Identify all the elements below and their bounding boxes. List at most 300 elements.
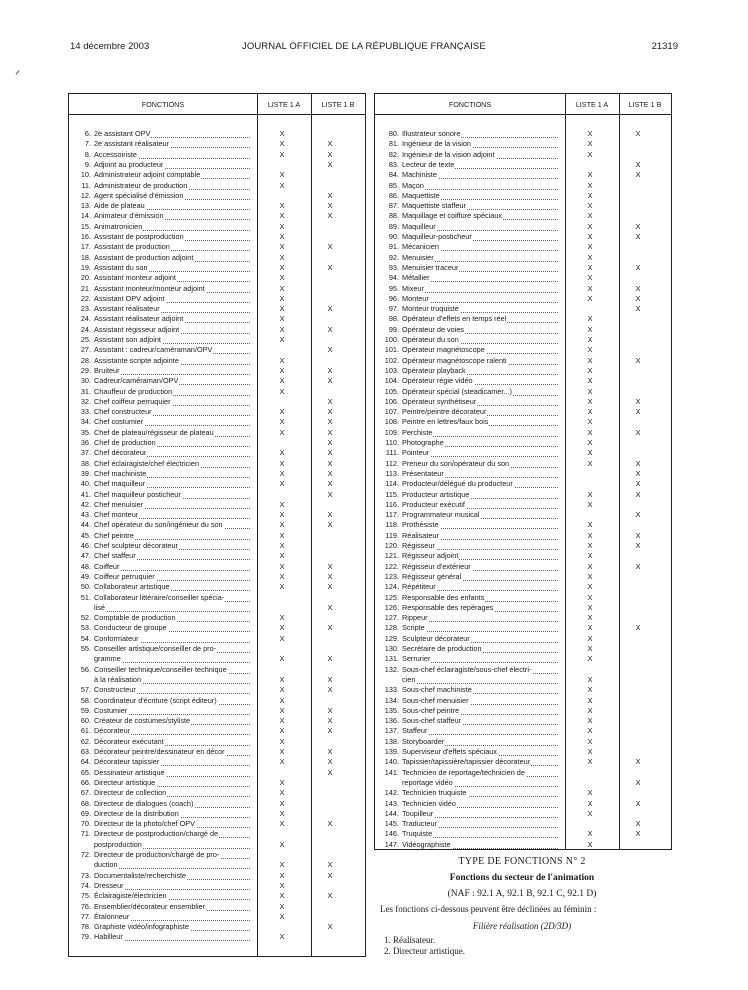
function-cell xyxy=(94,881,125,891)
function-cell xyxy=(94,912,130,922)
liste-1a-mark: X xyxy=(587,283,593,293)
function-name: Maquillage et coiffure spéciaux xyxy=(402,211,503,221)
row-number: 110. xyxy=(385,438,399,447)
function-cell xyxy=(94,284,206,294)
col-liste-1b: LISTE 1 B xyxy=(321,100,355,109)
function-name: Régisseur xyxy=(402,541,435,550)
function-cell xyxy=(402,335,460,345)
function-cell xyxy=(402,273,431,283)
function-name: Chef maquilleur posticheur xyxy=(94,489,181,499)
function-name: Opérateur magnétoscope xyxy=(402,345,485,355)
function-cell xyxy=(402,562,472,572)
liste-1a-mark: X xyxy=(587,149,593,159)
function-name: Chef de plateau/régisseur de plateau xyxy=(94,427,214,437)
function-name: Documentaliste/recherchiste xyxy=(94,870,187,880)
row-number: 64. xyxy=(80,757,91,767)
liste-1a-mark: X xyxy=(279,479,285,489)
row-number: 124. xyxy=(384,582,399,592)
row-number: 24. xyxy=(80,324,91,334)
function-cell xyxy=(402,541,436,551)
function-cell xyxy=(402,696,470,706)
function-cell xyxy=(94,902,206,912)
row-number: 130. xyxy=(384,644,399,653)
row-number: 98. xyxy=(388,314,399,324)
row-number: 90. xyxy=(388,232,399,241)
function-cell xyxy=(402,593,485,603)
liste-1a-mark: X xyxy=(587,571,593,581)
row-number: 131. xyxy=(384,654,399,664)
function-name: Sous-chef peintre xyxy=(402,705,460,715)
row-number: 141. xyxy=(384,767,399,777)
liste-1a-mark: X xyxy=(587,345,593,355)
liste-1a-mark: X xyxy=(587,129,593,138)
function-name: Assistant régisseur adjoint xyxy=(94,324,180,334)
liste-1a-mark: X xyxy=(279,149,285,159)
function-cell xyxy=(94,345,213,355)
function-name: Chef peintre xyxy=(94,530,134,540)
function-name: Assistant réalisateur xyxy=(94,304,160,314)
liste-1b-mark: X xyxy=(635,561,641,571)
row-number: 37. xyxy=(80,448,91,458)
row-number: 123. xyxy=(384,571,399,581)
row-number: 20. xyxy=(80,273,91,283)
function-cell xyxy=(94,314,184,324)
header-title: JOURNAL OFFICIEL DE LA RÉPUBLIQUE FRANÇAISE xyxy=(242,41,486,52)
row-number: 84. xyxy=(388,170,399,180)
function-name: Directeur de dialogues (coach) xyxy=(94,798,194,808)
function-cell xyxy=(94,696,218,706)
dot-leader xyxy=(94,603,250,612)
dot-leader xyxy=(402,675,558,684)
row-number: 78. xyxy=(80,922,91,932)
function-cell xyxy=(94,253,194,263)
liste-1b-mark: X xyxy=(327,561,333,571)
liste-1b-mark: X xyxy=(327,819,333,829)
function-cell xyxy=(402,191,441,201)
liste-1a-mark: X xyxy=(587,561,593,571)
row-number: 43. xyxy=(80,510,91,520)
row-number: 135. xyxy=(384,705,399,715)
function-name: Traducteur xyxy=(402,819,438,829)
liste-1a-mark: X xyxy=(279,932,285,942)
function-cell xyxy=(94,840,143,850)
function-name: Régisseur général xyxy=(402,571,462,581)
function-name: Technicien de reportage/technicien de xyxy=(402,767,525,777)
row-number: 147. xyxy=(384,839,399,849)
row-number: 105. xyxy=(384,386,399,396)
row-number: 83. xyxy=(388,159,399,169)
row-number: 127. xyxy=(384,613,399,623)
row-number: 35. xyxy=(80,427,91,437)
liste-1a-mark: X xyxy=(279,530,285,540)
liste-1a-mark: X xyxy=(587,747,593,756)
function-cell xyxy=(402,747,498,757)
liste-1a-mark: X xyxy=(587,365,593,375)
liste-1a-mark: X xyxy=(279,273,285,283)
liste-1b-mark: X xyxy=(327,510,333,520)
row-number: 32. xyxy=(80,396,91,406)
function-name: 2e assistant OPV xyxy=(94,129,151,138)
function-cell xyxy=(402,387,513,397)
row-number: 24. xyxy=(80,314,91,324)
function-cell xyxy=(402,840,452,850)
function-name: Truquiste xyxy=(402,829,433,839)
liste-1a-mark: X xyxy=(587,335,593,344)
liste-1b-mark: X xyxy=(635,757,641,767)
row-number: 126. xyxy=(384,602,399,612)
liste-1b-mark: X xyxy=(327,623,333,633)
function-cell xyxy=(94,768,166,778)
function-cell xyxy=(94,510,139,520)
row-number: 71. xyxy=(80,829,91,839)
liste-1a-mark: X xyxy=(279,747,285,756)
function-cell xyxy=(402,603,494,613)
liste-1a-mark: X xyxy=(587,314,593,324)
function-name: Bruiteur xyxy=(94,365,120,375)
row-number: 41. xyxy=(80,489,91,499)
function-cell xyxy=(94,500,144,510)
liste-1a-mark: X xyxy=(587,262,593,272)
liste-1a-mark: X xyxy=(279,736,285,746)
function-cell xyxy=(94,160,164,170)
liste-1a-mark: X xyxy=(279,520,285,530)
liste-1a-mark: X xyxy=(587,520,593,530)
function-cell xyxy=(94,170,201,180)
function-name: postproduction xyxy=(94,839,142,849)
liste-1a-mark: X xyxy=(279,365,285,375)
row-number: 12. xyxy=(80,190,91,200)
liste-1a-mark: X xyxy=(279,695,285,705)
liste-1a-mark: X xyxy=(279,386,285,396)
liste-1a-mark: X xyxy=(587,252,593,262)
liste-1b-mark: X xyxy=(635,489,641,499)
function-name: Maçon xyxy=(402,180,424,190)
function-name: Directeur de collection xyxy=(94,788,167,798)
function-cell xyxy=(402,500,466,510)
function-cell xyxy=(94,675,142,685)
function-cell xyxy=(94,428,215,438)
function-name: Maquilleur xyxy=(402,221,436,231)
function-cell xyxy=(94,531,135,541)
row-number: 11. xyxy=(81,180,91,190)
function-cell xyxy=(94,129,151,139)
function-cell xyxy=(94,520,224,530)
function-name: Conformateur xyxy=(94,633,139,643)
function-cell xyxy=(94,654,122,664)
row-number: 23. xyxy=(80,304,91,314)
function-cell xyxy=(94,799,194,809)
function-cell xyxy=(402,819,438,829)
row-number: 9. xyxy=(84,159,91,169)
liste-1b-mark: X xyxy=(327,458,333,468)
liste-1b-mark: X xyxy=(635,829,641,839)
header-date: 14 décembre 2003 xyxy=(70,41,150,52)
liste-1a-mark: X xyxy=(587,716,593,726)
function-cell xyxy=(402,479,514,489)
function-name: Opérateur magnétoscope ralenti xyxy=(402,355,507,365)
row-number: 29. xyxy=(80,365,91,375)
row-number: 19. xyxy=(80,262,91,272)
function-cell xyxy=(402,170,438,180)
function-name: Chef opérateur du son/ingénieur du son xyxy=(94,520,223,530)
function-name: Agent spécialisé d'émission xyxy=(94,190,184,200)
liste-1a-mark: X xyxy=(279,716,285,726)
row-number: 50. xyxy=(80,582,91,592)
section-type-heading: TYPE DE FONCTIONS N° 2 xyxy=(458,856,586,867)
row-number: 88. xyxy=(388,211,399,221)
function-cell xyxy=(402,181,425,191)
liste-1a-mark: X xyxy=(587,695,593,705)
liste-1b-mark: X xyxy=(327,716,333,726)
row-number: 137. xyxy=(384,726,399,736)
row-number: 68. xyxy=(80,798,91,808)
function-cell xyxy=(402,572,462,582)
function-cell xyxy=(94,778,156,788)
liste-1a-mark: X xyxy=(279,685,285,695)
liste-1a-mark: X xyxy=(587,396,593,406)
liste-1a-mark: X xyxy=(587,448,593,458)
function-cell xyxy=(94,572,156,582)
function-name: Décorateur xyxy=(94,726,131,736)
liste-1a-mark: X xyxy=(279,561,285,571)
liste-1b-mark: X xyxy=(327,860,333,870)
liste-1a-mark: X xyxy=(279,891,285,901)
liste-1b-mark: X xyxy=(635,232,641,241)
row-number: 25. xyxy=(80,335,91,344)
function-name: Collaborateur littéraire/conseiller spécia- xyxy=(94,592,225,602)
row-number: 132. xyxy=(384,664,399,674)
liste-1a-mark: X xyxy=(587,489,593,499)
function-cell xyxy=(402,129,461,139)
row-number: 28. xyxy=(80,355,91,365)
function-cell xyxy=(402,428,433,438)
liste-1a-mark: X xyxy=(279,705,285,715)
function-name: Rippeur xyxy=(402,613,428,623)
function-cell xyxy=(94,860,119,870)
row-number: 16. xyxy=(80,232,91,241)
liste-1a-mark: X xyxy=(279,819,285,829)
function-cell xyxy=(402,397,477,407)
function-name: Chef menuisier xyxy=(94,499,144,509)
liste-1a-mark: X xyxy=(279,623,285,633)
liste-1a-mark: X xyxy=(587,602,593,612)
row-number: 53. xyxy=(80,623,91,633)
liste-1a-mark: X xyxy=(279,674,285,684)
liste-1a-mark: X xyxy=(279,726,285,736)
function-name: Secrétaire de production xyxy=(402,644,482,653)
function-cell xyxy=(402,263,459,273)
row-number: 99. xyxy=(388,324,399,334)
liste-1b-mark: X xyxy=(327,304,333,314)
function-cell xyxy=(94,407,153,417)
liste-1b-mark: X xyxy=(327,767,333,777)
row-number: 82. xyxy=(388,149,399,159)
function-cell xyxy=(402,325,465,335)
row-number: 101. xyxy=(384,345,399,355)
liste-1b-mark: X xyxy=(327,582,333,592)
function-name: Chef coiffeur perruquier xyxy=(94,396,171,406)
function-name: Directeur de production/chargé de pro- xyxy=(94,850,220,859)
function-cell xyxy=(94,665,228,675)
row-number: 57. xyxy=(80,685,91,695)
row-number: 87. xyxy=(388,201,399,211)
liste-1b-mark: X xyxy=(327,654,333,664)
function-cell xyxy=(94,737,165,747)
row-number: 85. xyxy=(388,180,399,190)
function-cell xyxy=(402,345,486,355)
row-number: 128. xyxy=(384,623,399,633)
row-number: 108. xyxy=(384,417,399,427)
function-name: Accessoiriste xyxy=(94,149,137,159)
liste-1b-mark: X xyxy=(327,427,333,437)
function-cell xyxy=(402,150,496,160)
row-number: 97. xyxy=(388,304,399,314)
function-name: Animatronicien xyxy=(94,221,143,231)
liste-1a-mark: X xyxy=(279,427,285,437)
function-name: Assistant de production adjoint xyxy=(94,252,194,262)
function-name: Créateur de costumes/styliste xyxy=(94,716,191,726)
row-number: 145. xyxy=(384,819,399,829)
liste-1a-mark: X xyxy=(587,376,593,386)
function-cell xyxy=(402,417,489,427)
function-name: reportage vidéo xyxy=(402,777,453,787)
liste-1b-mark: X xyxy=(327,479,333,489)
liste-1a-mark: X xyxy=(587,674,593,684)
row-number: 134. xyxy=(384,695,399,705)
liste-1a-mark: X xyxy=(587,839,593,849)
function-cell xyxy=(94,706,128,716)
row-number: 66. xyxy=(80,777,91,787)
row-number: 109. xyxy=(384,427,399,437)
function-name: Assistant du son xyxy=(94,262,148,272)
function-cell xyxy=(94,181,188,191)
row-number: 125. xyxy=(384,592,399,602)
function-name: Étalonneur xyxy=(94,911,130,921)
function-name: Serrurier xyxy=(402,654,431,664)
function-name: Décorateur exécutant xyxy=(94,736,164,746)
liste-1a-mark: X xyxy=(279,901,285,911)
row-number: 44. xyxy=(80,520,91,530)
liste-1a-mark: X xyxy=(587,757,593,767)
liste-1a-mark: X xyxy=(279,551,285,561)
liste-1b-mark: X xyxy=(327,891,333,901)
row-number: 129. xyxy=(384,633,399,643)
row-number: 54. xyxy=(80,633,91,643)
row-number: 89. xyxy=(388,221,399,231)
function-cell xyxy=(402,726,428,736)
liste-1a-mark: X xyxy=(279,293,285,303)
function-cell xyxy=(94,634,140,644)
liste-1a-mark: X xyxy=(587,170,593,180)
liste-1a-mark: X xyxy=(587,438,593,447)
function-cell xyxy=(94,150,138,160)
row-number: 6. xyxy=(84,129,91,138)
function-name: Dessinateur artistique xyxy=(94,767,165,777)
liste-1a-mark: X xyxy=(279,324,285,334)
row-number: 63. xyxy=(80,747,91,756)
col-liste-1b: LISTE 1 B xyxy=(628,100,662,109)
row-number: 60. xyxy=(80,716,91,726)
function-cell xyxy=(402,459,510,469)
row-number: 106. xyxy=(384,396,399,406)
table-header xyxy=(69,94,365,115)
function-name: Opérateur d'effets en temps réel xyxy=(402,314,507,324)
liste-1b-mark: X xyxy=(327,520,333,530)
liste-1a-mark: X xyxy=(587,685,593,695)
function-name: Assistant de postproduction xyxy=(94,232,184,241)
row-number: 133. xyxy=(384,685,399,695)
row-number: 93. xyxy=(388,262,399,272)
function-cell xyxy=(94,716,191,726)
row-number: 40. xyxy=(80,479,91,489)
liste-1b-mark: X xyxy=(327,870,333,880)
table-header xyxy=(375,94,671,115)
function-cell xyxy=(94,685,137,695)
function-name: Pointeur xyxy=(402,448,430,458)
liste-1a-mark: X xyxy=(587,458,593,468)
function-cell xyxy=(94,871,187,881)
row-number: 51. xyxy=(80,592,91,602)
function-cell xyxy=(94,325,180,335)
liste-1a-mark: X xyxy=(279,355,285,365)
row-number: 117. xyxy=(385,510,399,520)
liste-1b-mark: X xyxy=(327,705,333,715)
function-cell xyxy=(94,459,200,469)
liste-1a-mark: X xyxy=(279,242,285,252)
function-cell xyxy=(94,273,177,283)
liste-1a-mark: X xyxy=(279,839,285,849)
function-name: Décorateur tapissier xyxy=(94,757,160,767)
liste-1b-mark: X xyxy=(327,726,333,736)
liste-1b-mark: X xyxy=(327,365,333,375)
function-name: à la réalisation xyxy=(94,674,142,684)
function-cell xyxy=(94,304,161,314)
row-number: 46. xyxy=(80,541,91,550)
function-cell xyxy=(402,222,437,232)
function-cell xyxy=(402,623,426,633)
function-name: Lecteur de texte xyxy=(402,159,455,169)
function-name: Comptable de production xyxy=(94,613,176,623)
row-number: 104. xyxy=(384,376,399,386)
function-name: Technicien truquiste xyxy=(402,788,467,798)
row-number: 95. xyxy=(388,283,399,293)
liste-1a-mark: X xyxy=(279,221,285,231)
liste-1b-mark: X xyxy=(635,530,641,540)
function-name: Assistant : cadreur/caméraman/OPV xyxy=(94,345,213,355)
function-name: Opérateur du son xyxy=(402,335,459,344)
liste-1a-mark: X xyxy=(587,736,593,746)
liste-1a-mark: X xyxy=(587,190,593,200)
liste-1a-mark: X xyxy=(587,221,593,231)
function-name: Peintre/peintre décorateur xyxy=(402,407,487,417)
function-cell xyxy=(94,448,147,458)
liste-1a-mark: X xyxy=(279,262,285,272)
row-number: 112. xyxy=(385,458,399,468)
liste-1a-mark: X xyxy=(587,623,593,633)
liste-1a-mark: X xyxy=(587,551,593,561)
function-cell xyxy=(402,809,434,819)
row-number: 45. xyxy=(80,530,91,540)
function-name: Habilleur xyxy=(94,932,123,942)
function-cell xyxy=(402,654,431,664)
right-functions-table xyxy=(374,93,672,850)
liste-1b-mark: X xyxy=(327,448,333,458)
row-number: 86. xyxy=(388,190,399,200)
liste-1a-mark: X xyxy=(587,417,593,427)
row-number: 107. xyxy=(384,407,399,417)
row-number: 116. xyxy=(385,499,399,509)
function-name: Coiffeur perruquier xyxy=(94,571,155,581)
